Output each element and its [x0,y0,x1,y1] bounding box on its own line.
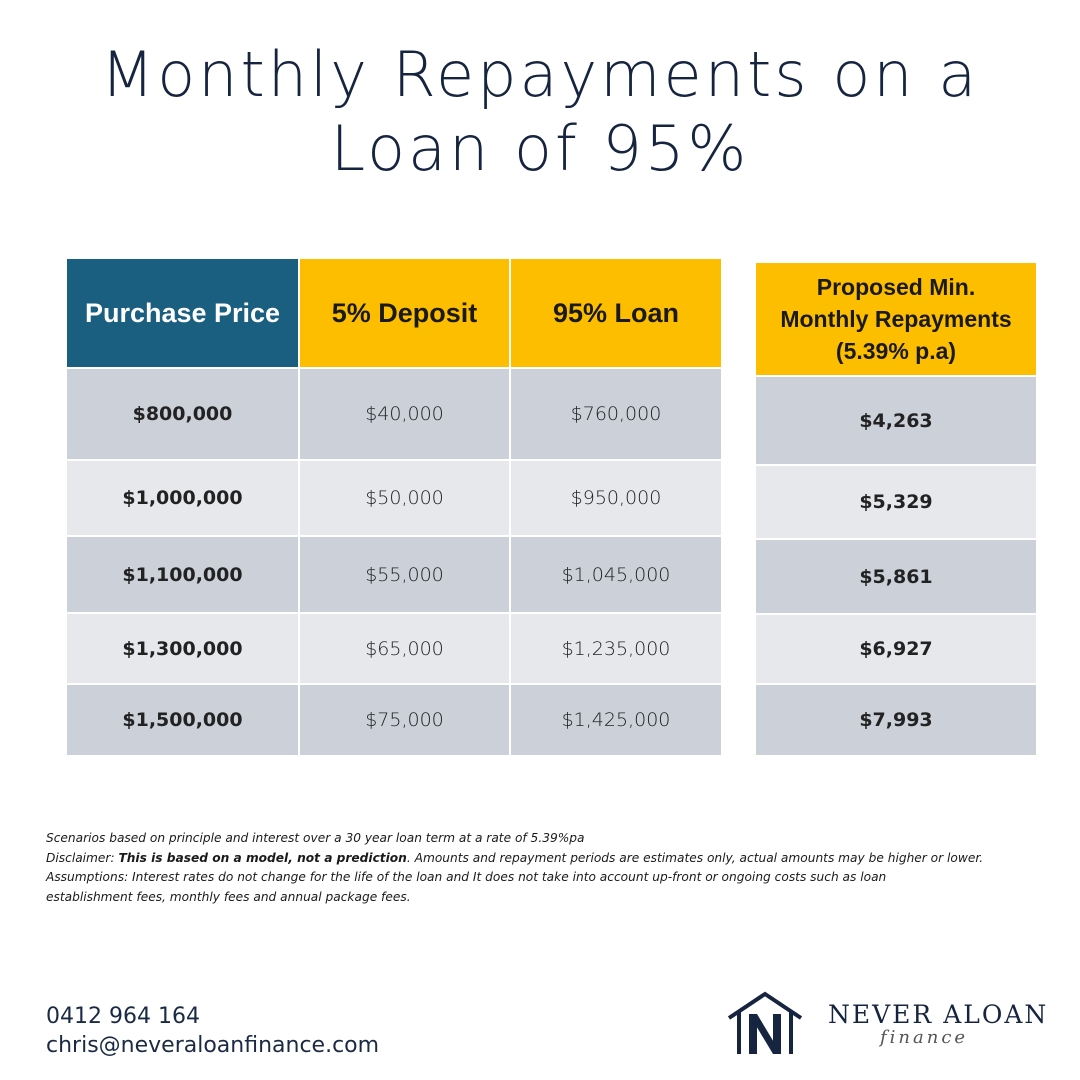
repayment-cell: $5,329 [756,466,1036,538]
disclaimer-notes [46,829,1036,907]
header-deposit: 5% Deposit [300,259,509,367]
deposit-cell: $40,000 [300,369,509,459]
header-repayments [756,263,1036,375]
table-row [67,614,721,683]
loan-table-header [67,259,721,367]
notes-assumptions-cont: establishment fees, monthly fees and annual package fees. [46,889,411,904]
repayment-cell: $7,993 [756,685,1036,755]
purchase-price-cell: $1,100,000 [67,537,298,612]
header-purchase-price: Purchase Price [67,259,298,367]
table-row [67,537,721,612]
notes-assumptions: Assumptions: Interest rates do not change for the life of the loan and It does not take into account up-front or ongoing costs such as loan [46,870,887,884]
email-address[interactable]: chris@neveraloanfinance.com [46,1033,380,1058]
loan-cell: $1,235,000 [511,614,721,683]
loan-cell: $1,045,000 [511,537,721,612]
disclaimer-label: Disclaimer: [46,850,119,865]
brand-subtitle: finance [880,1027,969,1048]
title-line-1: Monthly Repayments on a [100,38,980,111]
repayments-table [756,263,1036,755]
purchase-price-cell: $1,300,000 [67,614,298,683]
loan-cell: $760,000 [511,369,721,459]
repayments-header-line-2: Monthly Repayments [780,306,1012,332]
table-row [67,685,721,755]
purchase-price-cell: $1,500,000 [67,685,298,755]
disclaimer-bold: This is based on a model, not a prediction [118,850,407,865]
notes-disclaimer [46,849,1036,869]
repayment-cell: $5,861 [756,540,1036,613]
title-line-2: Loan of 95% [330,112,750,185]
header-loan: 95% Loan [511,259,721,367]
contact-info [46,1002,379,1060]
table-row [67,461,721,535]
repayments-header-line-1: Proposed Min. [816,274,976,300]
notes-scenario: Scenarios based on principle and interest over a 30 year loan term at a rate of 5.39%pa [46,831,585,845]
repayment-cell: $4,263 [756,377,1036,464]
loan-cell: $1,425,000 [511,685,721,755]
page-title [0,38,1080,186]
brand-name: NEVER ALOAN [828,1000,1049,1029]
disclaimer-rest: . Amounts and repayment periods are estimates only, actual amounts may be higher or lower. [406,850,984,865]
phone-number[interactable]: 0412 964 164 [46,1004,200,1029]
deposit-cell: $75,000 [300,685,509,755]
deposit-cell: $55,000 [300,537,509,612]
repayments-header-line-3: (5.39% p.a) [835,338,957,364]
purchase-price-cell: $1,000,000 [67,461,298,535]
loan-cell: $950,000 [511,461,721,535]
deposit-cell: $65,000 [300,614,509,683]
loan-table [67,259,721,755]
deposit-cell: $50,000 [300,461,509,535]
table-row [67,369,721,459]
purchase-price-cell: $800,000 [67,369,298,459]
repayment-cell: $6,927 [756,615,1036,683]
